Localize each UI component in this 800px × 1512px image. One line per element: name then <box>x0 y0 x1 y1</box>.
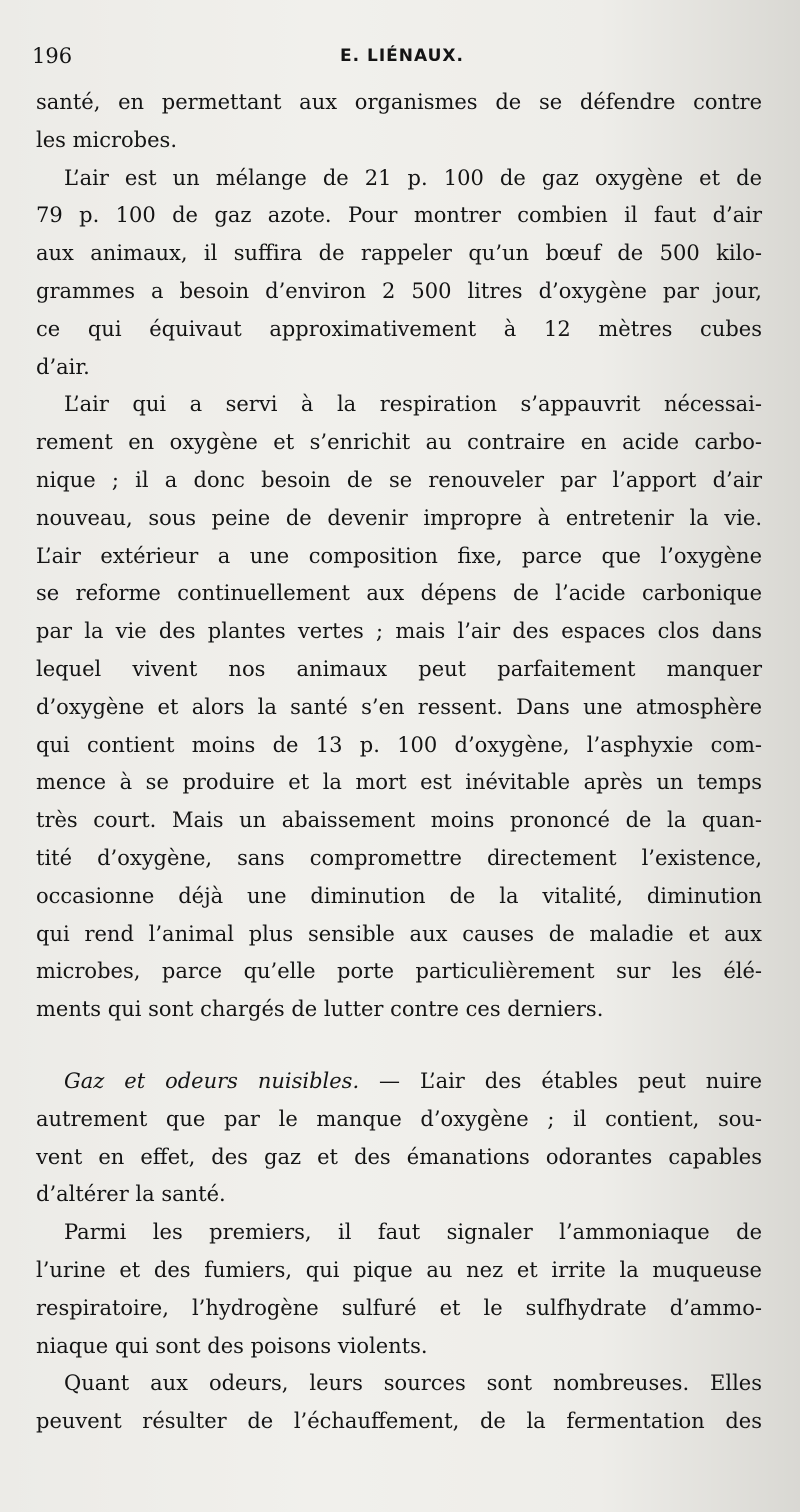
section-gap <box>36 1029 762 1063</box>
text-line: les microbes. <box>36 127 177 152</box>
text-line: L’air extérieur a une composition fixe, parce que l’oxygène <box>36 543 762 568</box>
text-line: très court. Mais un abaissement moins prononcé de la quan- <box>36 808 762 833</box>
text-line: l’urine et des fumiers, qui pique au nez et irrite la muqueuse <box>36 1257 762 1282</box>
text-line: aux animaux, il suffira de rappeler qu’un bœuf de 500 kilo- <box>36 241 762 266</box>
text-line: par la vie des plantes vertes ; mais l’air des espaces clos dans <box>36 619 762 644</box>
text-line: qui rend l’animal plus sensible aux causes de maladie et aux <box>36 921 762 946</box>
text-line: lequel vivent nos animaux peut parfaitement manquer <box>36 656 762 681</box>
text-line: se reforme continuellement aux dépens de l’acide carbonique <box>36 581 762 606</box>
text-line: d’altérer la santé. <box>36 1182 226 1207</box>
text-line: d’air. <box>36 354 90 379</box>
text-line: ments qui sont chargés de lutter contre ces derniers. <box>36 997 604 1022</box>
text-line: microbes, parce qu’elle porte particulièrement sur les élé- <box>36 959 762 984</box>
text-line: L’air qui a servi à la respiration s’appauvrit nécessai- <box>64 392 762 417</box>
text-line: tité d’oxygène, sans compromettre directement l’existence, <box>36 845 762 870</box>
text-line: Quant aux odeurs, leurs sources sont nombreuses. Elles <box>64 1371 762 1396</box>
text-line: grammes a besoin d’environ 2 500 litres d’oxygène par jour, <box>36 278 762 303</box>
running-head: E. LIÉNAUX. <box>340 46 464 66</box>
text-line: qui contient moins de 13 p. 100 d’oxygène, l’asphyxie com- <box>36 732 762 757</box>
text-line: L’air est un mélange de 21 p. 100 de gaz oxygène et de <box>64 165 762 190</box>
text-line: nouveau, sous peine de devenir impropre à entretenir la vie. <box>36 505 762 530</box>
section-first-line <box>36 1063 762 1101</box>
page-header <box>32 44 772 76</box>
text-line: occasionne déjà une diminution de la vitalité, diminution <box>36 883 762 908</box>
text-line: vent en effet, des gaz et des émanations odorantes capables <box>36 1144 762 1169</box>
text-line: Parmi les premiers, il faut signaler l’ammoniaque de <box>64 1220 762 1245</box>
body-text <box>36 84 762 1441</box>
text-line: 79 p. 100 de gaz azote. Pour montrer combien il faut d’air <box>36 203 762 228</box>
text-line: rement en oxygène et s’enrichit au contraire en acide carbo- <box>36 430 762 455</box>
text-line: santé, en permettant aux organismes de se défendre contre <box>36 90 762 114</box>
page-number: 196 <box>32 44 73 68</box>
text-line: ce qui équivaut approximativement à 12 mètres cubes <box>36 316 762 341</box>
text-line: mence à se produire et la mort est inévitable après un temps <box>36 770 762 795</box>
section-heading: Gaz et odeurs nuisibles. <box>64 1068 360 1093</box>
text-line: nique ; il a donc besoin de se renouveler par l’apport d’air <box>36 467 762 492</box>
text-line: respiratoire, l’hydrogène sulfuré et le sulfhydrate d’ammo- <box>36 1295 762 1320</box>
text-line: niaque qui sont des poisons violents. <box>36 1333 428 1358</box>
text-line: peuvent résulter de l’échauffement, de la fermentation des <box>36 1409 762 1434</box>
text-line: autrement que par le manque d’oxygène ; il contient, sou- <box>36 1106 762 1131</box>
text-line: d’oxygène et alors la santé s’en ressent. Dans une atmosphère <box>36 694 762 719</box>
section-first-line-text: L’air des étables peut nuire <box>419 1068 762 1093</box>
em-dash: — <box>359 1068 420 1093</box>
